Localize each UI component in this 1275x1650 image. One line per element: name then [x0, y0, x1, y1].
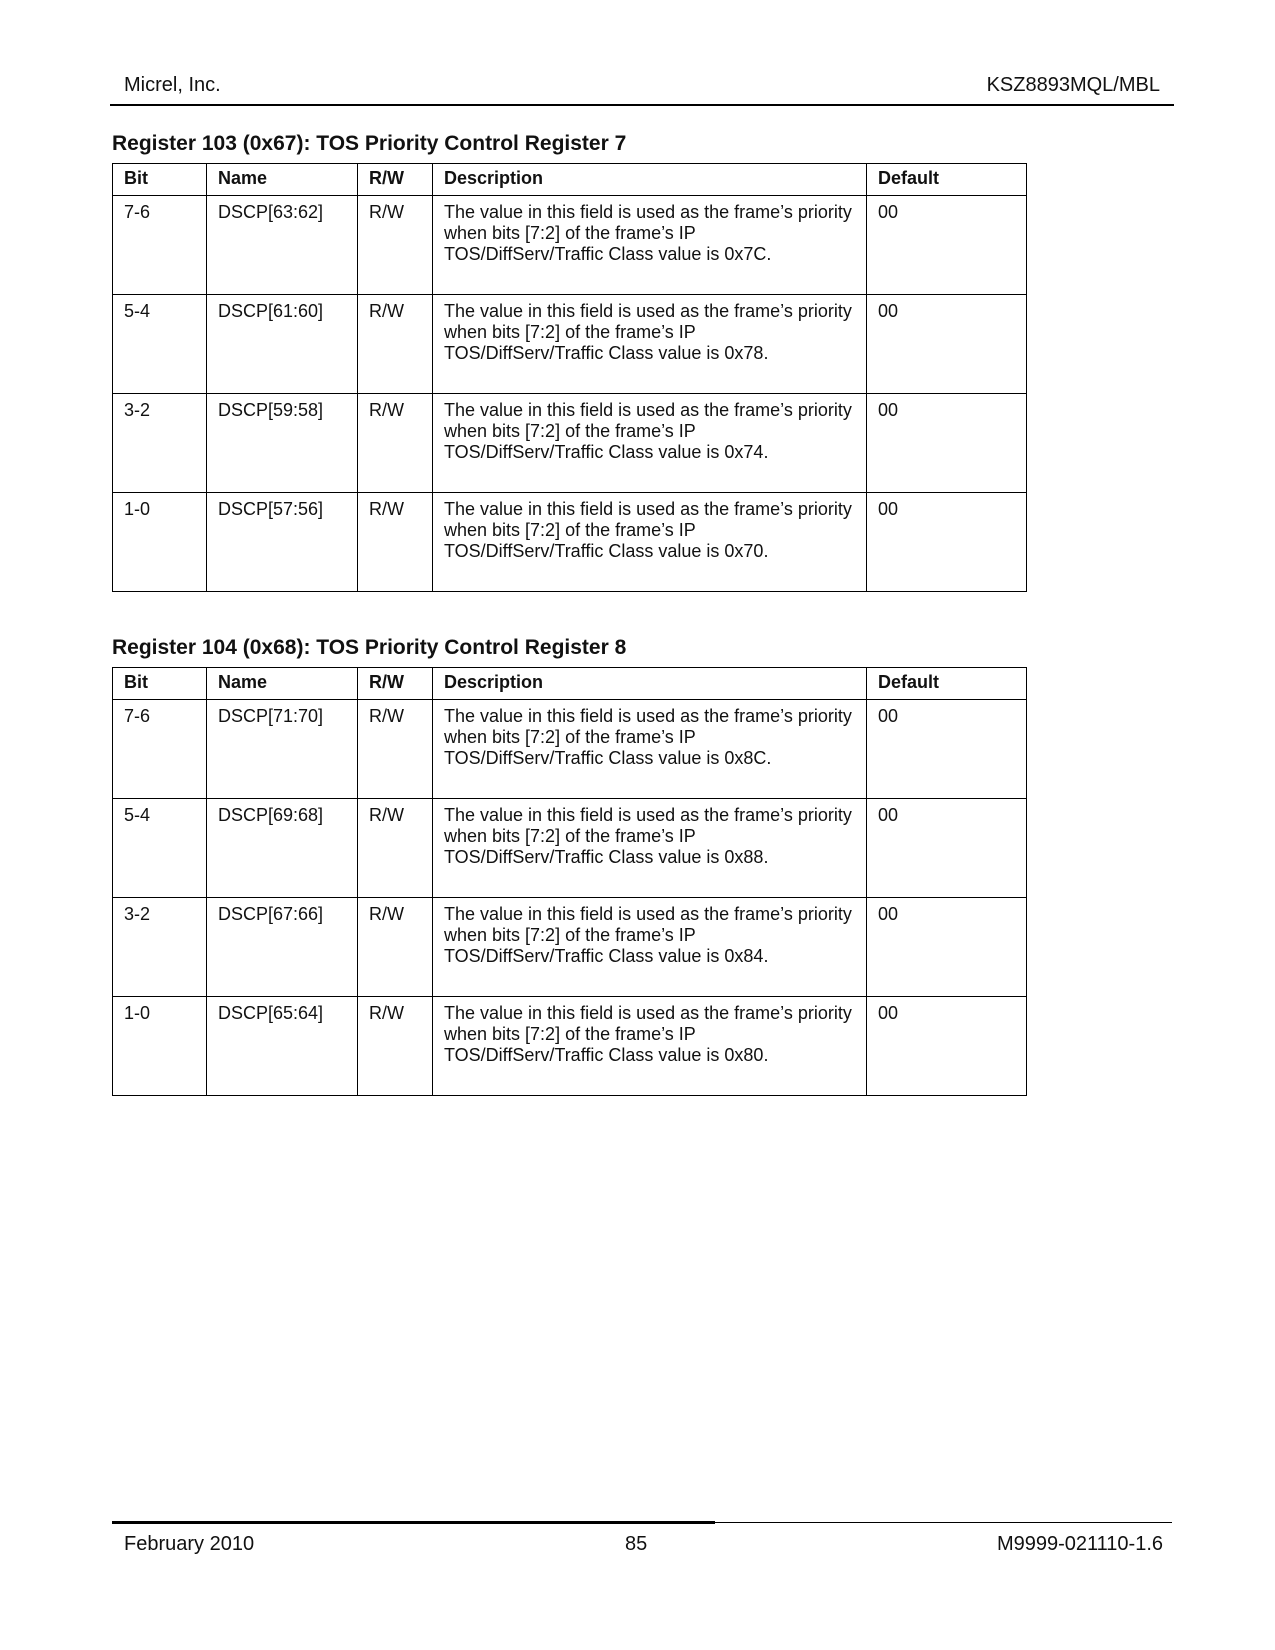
cell-default: 00 — [867, 799, 1027, 898]
cell-bit: 5-4 — [113, 295, 207, 394]
table-row — [113, 493, 1027, 592]
column-header-rw: R/W — [358, 164, 433, 196]
cell-description: The value in this field is used as the frame’s priority when bits [7:2] of the frame’s IP TOS/DiffServ/Traffic Class value is 0x88. — [433, 799, 867, 898]
cell-rw: R/W — [358, 394, 433, 493]
cell-default: 00 — [867, 700, 1027, 799]
register-103-title: Register 103 (0x67): TOS Priority Control Register 7 — [112, 132, 627, 155]
cell-rw: R/W — [358, 898, 433, 997]
part-number: KSZ8893MQL/MBL — [986, 74, 1160, 96]
cell-name: DSCP[67:66] — [207, 898, 358, 997]
table-row — [113, 997, 1027, 1096]
column-header-default: Default — [867, 164, 1027, 196]
cell-name: DSCP[65:64] — [207, 997, 358, 1096]
cell-default: 00 — [867, 997, 1027, 1096]
table-row — [113, 295, 1027, 394]
cell-description: The value in this field is used as the frame’s priority when bits [7:2] of the frame’s IP TOS/DiffServ/Traffic Class value is 0x74. — [433, 394, 867, 493]
document-number: M9999-021110-1.6 — [996, 1533, 1163, 1555]
register-104-title: Register 104 (0x68): TOS Priority Control Register 8 — [112, 636, 627, 659]
table-row — [113, 799, 1027, 898]
footer-divider-thick — [112, 1521, 715, 1524]
cell-default: 00 — [867, 295, 1027, 394]
cell-description: The value in this field is used as the frame’s priority when bits [7:2] of the frame’s IP TOS/DiffServ/Traffic Class value is 0x70. — [433, 493, 867, 592]
column-header-bit: Bit — [113, 668, 207, 700]
company-name: Micrel, Inc. — [124, 74, 221, 96]
column-header-name: Name — [207, 164, 358, 196]
cell-default: 00 — [867, 493, 1027, 592]
cell-description: The value in this field is used as the frame’s priority when bits [7:2] of the frame’s IP TOS/DiffServ/Traffic Class value is 0x7C. — [433, 196, 867, 295]
column-header-description: Description — [433, 668, 867, 700]
column-header-name: Name — [207, 668, 358, 700]
footer-divider-thin — [715, 1522, 1172, 1523]
cell-rw: R/W — [358, 997, 433, 1096]
register-103-table — [112, 163, 1027, 592]
cell-bit: 1-0 — [113, 997, 207, 1096]
cell-rw: R/W — [358, 799, 433, 898]
table-header-row — [113, 164, 1027, 196]
cell-default: 00 — [867, 196, 1027, 295]
table-row — [113, 196, 1027, 295]
cell-bit: 5-4 — [113, 799, 207, 898]
cell-rw: R/W — [358, 196, 433, 295]
cell-description: The value in this field is used as the frame’s priority when bits [7:2] of the frame’s IP TOS/DiffServ/Traffic Class value is 0x80. — [433, 997, 867, 1096]
cell-description: The value in this field is used as the frame’s priority when bits [7:2] of the frame’s IP TOS/DiffServ/Traffic Class value is 0x8C. — [433, 700, 867, 799]
cell-rw: R/W — [358, 493, 433, 592]
cell-bit: 3-2 — [113, 898, 207, 997]
cell-name: DSCP[63:62] — [207, 196, 358, 295]
cell-name: DSCP[57:56] — [207, 493, 358, 592]
cell-name: DSCP[71:70] — [207, 700, 358, 799]
table-row — [113, 394, 1027, 493]
cell-bit: 1-0 — [113, 493, 207, 592]
column-header-bit: Bit — [113, 164, 207, 196]
cell-description: The value in this field is used as the frame’s priority when bits [7:2] of the frame’s IP TOS/DiffServ/Traffic Class value is 0x84. — [433, 898, 867, 997]
cell-description: The value in this field is used as the frame’s priority when bits [7:2] of the frame’s IP TOS/DiffServ/Traffic Class value is 0x78. — [433, 295, 867, 394]
cell-name: DSCP[69:68] — [207, 799, 358, 898]
column-header-description: Description — [433, 164, 867, 196]
cell-bit: 3-2 — [113, 394, 207, 493]
page-number: 85 — [625, 1533, 648, 1555]
cell-name: DSCP[59:58] — [207, 394, 358, 493]
footer-date: February 2010 — [124, 1533, 255, 1555]
cell-bit: 7-6 — [113, 700, 207, 799]
register-104-table — [112, 667, 1027, 1096]
cell-default: 00 — [867, 898, 1027, 997]
table-row — [113, 700, 1027, 799]
cell-default: 00 — [867, 394, 1027, 493]
cell-name: DSCP[61:60] — [207, 295, 358, 394]
cell-rw: R/W — [358, 295, 433, 394]
column-header-default: Default — [867, 668, 1027, 700]
table-header-row — [113, 668, 1027, 700]
cell-bit: 7-6 — [113, 196, 207, 295]
page-header — [110, 70, 1174, 106]
table-row — [113, 898, 1027, 997]
cell-rw: R/W — [358, 700, 433, 799]
column-header-rw: R/W — [358, 668, 433, 700]
